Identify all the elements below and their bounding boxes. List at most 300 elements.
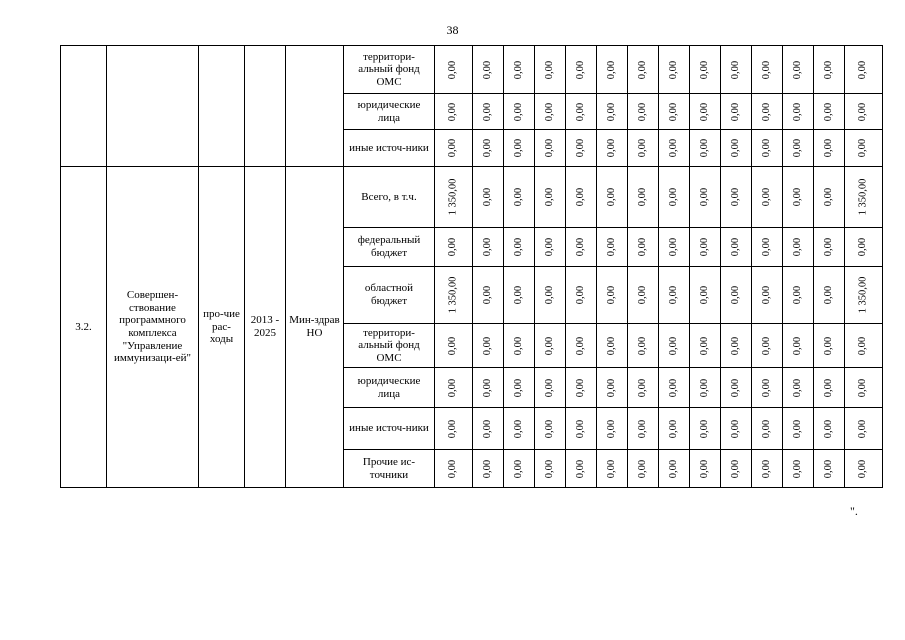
value-text: 0,00 (729, 238, 741, 257)
value-cell (813, 267, 844, 324)
value-cell (813, 94, 844, 130)
value-cell (782, 368, 813, 408)
value-cell (689, 267, 720, 324)
value-cell (782, 130, 813, 167)
value-text: 0,00 (636, 336, 648, 356)
value-cell (472, 130, 503, 167)
value-cell (503, 450, 534, 488)
value-text: 0,00 (667, 419, 679, 439)
period-cell-empty (245, 46, 286, 167)
value-text: 0,00 (512, 60, 524, 80)
value-text: 0,00 (447, 378, 459, 398)
value-text: 0,00 (447, 60, 459, 80)
value-cell (658, 408, 689, 450)
value-cell (503, 130, 534, 167)
value-cell (565, 408, 596, 450)
value-cell (627, 228, 658, 267)
value-cell (689, 228, 720, 267)
value-cell (782, 267, 813, 324)
value-cell (435, 368, 473, 408)
value-text: 0,00 (698, 139, 710, 158)
value-cell (534, 167, 565, 228)
value-text: 0,00 (512, 102, 524, 122)
value-cell (565, 267, 596, 324)
value-cell (658, 228, 689, 267)
value-cell (534, 94, 565, 130)
value-cell (596, 408, 627, 450)
value-text: 0,00 (667, 336, 679, 356)
value-cell (503, 228, 534, 267)
value-cell (813, 368, 844, 408)
value-cell (627, 46, 658, 94)
value-cell (627, 94, 658, 130)
value-text: 0,00 (857, 459, 869, 479)
value-text: 0,00 (574, 459, 586, 479)
value-text: 0,00 (698, 102, 710, 122)
item-name: Совершен-ствование программного комплекса "Управление иммунизаци-ей" (107, 167, 199, 488)
value-text: 0,00 (543, 336, 555, 356)
value-cell (720, 94, 751, 130)
value-cell (534, 408, 565, 450)
value-cell (844, 46, 882, 94)
value-cell (844, 324, 882, 368)
value-cell (720, 167, 751, 228)
value-cell (813, 130, 844, 167)
value-text: 0,00 (857, 238, 869, 257)
value-cell (844, 94, 882, 130)
value-text: 0,00 (636, 286, 648, 305)
value-cell (596, 94, 627, 130)
value-text: 0,00 (698, 238, 710, 257)
value-text: 0,00 (729, 188, 741, 207)
value-text: 0,00 (605, 139, 617, 158)
value-text: 0,00 (729, 102, 741, 122)
value-cell (627, 130, 658, 167)
value-text: 0,00 (822, 238, 834, 257)
value-text: 0,00 (822, 378, 834, 398)
value-cell (689, 167, 720, 228)
value-text: 0,00 (760, 238, 772, 257)
value-text: 0,00 (791, 419, 803, 439)
value-cell (534, 267, 565, 324)
table-row (61, 167, 883, 228)
value-cell (689, 408, 720, 450)
value-text: 0,00 (729, 419, 741, 439)
value-cell (658, 324, 689, 368)
value-text: 0,00 (791, 286, 803, 305)
value-text: 0,00 (481, 139, 493, 158)
financing-table (60, 45, 883, 488)
value-cell (844, 450, 882, 488)
item-period: 2013 - 2025 (245, 167, 286, 488)
value-cell (689, 450, 720, 488)
value-text: 0,00 (822, 459, 834, 479)
value-text: 0,00 (857, 60, 869, 80)
value-cell (565, 130, 596, 167)
value-text: 1 350,00 (447, 179, 459, 216)
value-text: 0,00 (447, 102, 459, 122)
value-cell (534, 324, 565, 368)
value-cell (751, 46, 782, 94)
value-text: 0,00 (791, 238, 803, 257)
value-text: 0,00 (512, 286, 524, 305)
name-cell-empty (107, 46, 199, 167)
value-cell (658, 450, 689, 488)
value-text: 0,00 (605, 60, 617, 80)
value-text: 0,00 (636, 238, 648, 257)
value-cell (689, 46, 720, 94)
value-text: 0,00 (543, 188, 555, 207)
value-text: 0,00 (698, 60, 710, 80)
value-cell (782, 167, 813, 228)
value-cell (844, 408, 882, 450)
funding-source-label: иные источ-ники (344, 130, 435, 167)
value-text: 0,00 (574, 336, 586, 356)
funding-source-label: федеральный бюджет (344, 228, 435, 267)
value-text: 0,00 (574, 188, 586, 207)
value-text: 0,00 (481, 102, 493, 122)
value-text: 0,00 (729, 459, 741, 479)
value-text: 0,00 (857, 419, 869, 439)
value-cell (472, 228, 503, 267)
value-text: 0,00 (760, 378, 772, 398)
value-cell (596, 46, 627, 94)
value-cell (720, 408, 751, 450)
value-cell (503, 46, 534, 94)
value-cell (751, 130, 782, 167)
value-cell (435, 408, 473, 450)
value-cell (435, 46, 473, 94)
value-text: 0,00 (481, 378, 493, 398)
value-text: 0,00 (791, 60, 803, 80)
value-cell (720, 228, 751, 267)
funding-source-label: территори-альный фонд ОМС (344, 46, 435, 94)
value-text: 0,00 (574, 286, 586, 305)
value-cell (472, 324, 503, 368)
value-cell (472, 94, 503, 130)
value-text: 0,00 (512, 238, 524, 257)
value-text: 0,00 (822, 336, 834, 356)
value-text: 0,00 (447, 336, 459, 356)
value-text: 0,00 (667, 60, 679, 80)
value-text: 0,00 (512, 459, 524, 479)
value-text: 1 350,00 (447, 277, 459, 314)
funding-source-label: Всего, в т.ч. (344, 167, 435, 228)
value-text: 0,00 (760, 188, 772, 207)
value-text: 0,00 (605, 286, 617, 305)
value-cell (844, 228, 882, 267)
value-text: 0,00 (791, 139, 803, 158)
value-text: 1 350,00 (857, 179, 869, 216)
value-text: 0,00 (574, 378, 586, 398)
value-text: 0,00 (636, 102, 648, 122)
value-text: 0,00 (791, 459, 803, 479)
value-text: 0,00 (729, 60, 741, 80)
value-cell (534, 450, 565, 488)
value-text: 0,00 (729, 286, 741, 305)
value-cell (435, 130, 473, 167)
value-text: 0,00 (481, 459, 493, 479)
value-cell (472, 167, 503, 228)
value-cell (720, 267, 751, 324)
value-text: 0,00 (822, 139, 834, 158)
value-cell (844, 167, 882, 228)
funding-source-label: юридические лица (344, 94, 435, 130)
value-cell (751, 324, 782, 368)
value-cell (844, 368, 882, 408)
value-cell (720, 130, 751, 167)
value-cell (813, 46, 844, 94)
value-text: 0,00 (605, 238, 617, 257)
value-text: 0,00 (698, 378, 710, 398)
value-text: 0,00 (791, 378, 803, 398)
value-text: 0,00 (543, 139, 555, 158)
value-text: 0,00 (512, 139, 524, 158)
value-text: 0,00 (636, 459, 648, 479)
value-cell (627, 368, 658, 408)
value-cell (720, 450, 751, 488)
value-cell (534, 130, 565, 167)
value-cell (435, 267, 473, 324)
value-cell (720, 46, 751, 94)
value-text: 0,00 (791, 336, 803, 356)
value-text: 0,00 (543, 286, 555, 305)
value-text: 0,00 (636, 188, 648, 207)
value-cell (596, 267, 627, 324)
value-cell (565, 228, 596, 267)
value-text: 0,00 (791, 188, 803, 207)
value-cell (813, 408, 844, 450)
value-cell (503, 167, 534, 228)
value-cell (565, 450, 596, 488)
value-text: 0,00 (760, 102, 772, 122)
value-text: 0,00 (729, 378, 741, 398)
value-cell (782, 228, 813, 267)
value-text: 0,00 (857, 378, 869, 398)
value-text: 0,00 (543, 378, 555, 398)
value-cell (844, 130, 882, 167)
value-cell (596, 324, 627, 368)
value-text: 0,00 (481, 238, 493, 257)
value-text: 0,00 (760, 139, 772, 158)
value-cell (534, 46, 565, 94)
value-cell (813, 450, 844, 488)
value-cell (534, 228, 565, 267)
value-text: 0,00 (543, 102, 555, 122)
value-cell (689, 324, 720, 368)
value-text: 0,00 (667, 286, 679, 305)
value-text: 0,00 (822, 60, 834, 80)
value-cell (751, 267, 782, 324)
value-text: 0,00 (447, 419, 459, 439)
value-cell (782, 94, 813, 130)
value-text: 0,00 (512, 378, 524, 398)
value-cell (503, 368, 534, 408)
value-cell (689, 94, 720, 130)
value-text: 0,00 (667, 188, 679, 207)
value-cell (813, 324, 844, 368)
page-number: 38 (446, 23, 459, 37)
value-cell (751, 408, 782, 450)
value-cell (435, 324, 473, 368)
value-cell (565, 94, 596, 130)
value-cell (627, 408, 658, 450)
value-text: 0,00 (636, 378, 648, 398)
value-text: 0,00 (481, 336, 493, 356)
value-cell (658, 130, 689, 167)
value-text: 0,00 (791, 102, 803, 122)
value-cell (472, 408, 503, 450)
value-cell (720, 368, 751, 408)
value-text: 0,00 (760, 336, 772, 356)
value-text: 0,00 (857, 336, 869, 356)
value-text: 0,00 (605, 336, 617, 356)
value-text: 0,00 (512, 336, 524, 356)
value-text: 0,00 (760, 419, 772, 439)
value-text: 0,00 (822, 188, 834, 207)
value-text: 0,00 (605, 188, 617, 207)
value-text: 0,00 (760, 60, 772, 80)
value-text: 0,00 (481, 286, 493, 305)
funding-source-label: иные источ-ники (344, 408, 435, 450)
value-text: 0,00 (481, 419, 493, 439)
value-text: 0,00 (698, 188, 710, 207)
value-cell (565, 324, 596, 368)
value-text: 0,00 (447, 139, 459, 158)
value-cell (627, 450, 658, 488)
value-cell (658, 94, 689, 130)
value-cell (751, 167, 782, 228)
expense-type-cell-empty (199, 46, 245, 167)
value-text: 0,00 (822, 419, 834, 439)
value-cell (658, 368, 689, 408)
value-cell (844, 267, 882, 324)
value-text: 0,00 (667, 238, 679, 257)
value-text: 0,00 (574, 139, 586, 158)
value-text: 0,00 (481, 60, 493, 80)
value-cell (751, 450, 782, 488)
value-text: 0,00 (605, 459, 617, 479)
value-text: 0,00 (574, 102, 586, 122)
value-text: 0,00 (605, 419, 617, 439)
value-cell (627, 267, 658, 324)
value-text: 0,00 (667, 378, 679, 398)
value-cell (596, 368, 627, 408)
value-text: 0,00 (605, 102, 617, 122)
value-text: 0,00 (667, 139, 679, 158)
value-text: 0,00 (512, 419, 524, 439)
value-cell (689, 130, 720, 167)
value-text: 0,00 (574, 238, 586, 257)
value-cell (472, 46, 503, 94)
funding-source-label: юридические лица (344, 368, 435, 408)
value-text: 0,00 (636, 139, 648, 158)
value-text: 0,00 (481, 188, 493, 207)
value-text: 0,00 (574, 419, 586, 439)
value-cell (503, 324, 534, 368)
value-cell (782, 324, 813, 368)
value-text: 0,00 (857, 139, 869, 158)
value-text: 0,00 (760, 459, 772, 479)
value-cell (435, 167, 473, 228)
value-cell (472, 450, 503, 488)
value-text: 0,00 (729, 139, 741, 158)
value-cell (596, 228, 627, 267)
value-cell (534, 368, 565, 408)
value-text: 0,00 (698, 286, 710, 305)
value-text: 0,00 (543, 238, 555, 257)
value-text: 0,00 (512, 188, 524, 207)
value-text: 0,00 (447, 459, 459, 479)
value-text: 0,00 (857, 102, 869, 122)
value-cell (435, 450, 473, 488)
funding-source-label: территори-альный фонд ОМС (344, 324, 435, 368)
value-cell (596, 167, 627, 228)
value-cell (627, 324, 658, 368)
value-text: 0,00 (729, 336, 741, 356)
value-cell (435, 94, 473, 130)
value-text: 0,00 (447, 238, 459, 257)
value-text: 0,00 (543, 459, 555, 479)
value-cell (751, 228, 782, 267)
value-text: 0,00 (605, 378, 617, 398)
value-cell (813, 167, 844, 228)
value-cell (503, 94, 534, 130)
value-cell (720, 324, 751, 368)
executor-cell-empty (286, 46, 344, 167)
value-text: 0,00 (698, 419, 710, 439)
value-text: 1 350,00 (857, 277, 869, 314)
value-cell (503, 267, 534, 324)
value-cell (658, 46, 689, 94)
value-text: 0,00 (636, 419, 648, 439)
table-row (61, 46, 883, 94)
value-cell (472, 267, 503, 324)
value-text: 0,00 (822, 286, 834, 305)
funding-source-label: Прочие ис-точники (344, 450, 435, 488)
value-cell (565, 167, 596, 228)
value-text: 0,00 (760, 286, 772, 305)
value-text: 0,00 (543, 419, 555, 439)
number-cell-empty (61, 46, 107, 167)
value-cell (813, 228, 844, 267)
value-cell (435, 228, 473, 267)
value-text: 0,00 (667, 459, 679, 479)
value-cell (782, 408, 813, 450)
value-cell (565, 368, 596, 408)
value-text: 0,00 (543, 60, 555, 80)
value-cell (596, 450, 627, 488)
value-text: 0,00 (698, 336, 710, 356)
value-cell (472, 368, 503, 408)
value-cell (503, 408, 534, 450)
item-expense-type: про-чие рас-ходы (199, 167, 245, 488)
value-text: 0,00 (698, 459, 710, 479)
value-text: 0,00 (636, 60, 648, 80)
value-cell (565, 46, 596, 94)
closing-quote-mark: ". (850, 504, 858, 518)
value-cell (782, 46, 813, 94)
item-number: 3.2. (61, 167, 107, 488)
item-executor: Мин-здрав НО (286, 167, 344, 488)
value-text: 0,00 (822, 102, 834, 122)
value-cell (596, 130, 627, 167)
value-cell (782, 450, 813, 488)
value-cell (751, 94, 782, 130)
funding-source-label: областной бюджет (344, 267, 435, 324)
value-cell (689, 368, 720, 408)
value-text: 0,00 (667, 102, 679, 122)
